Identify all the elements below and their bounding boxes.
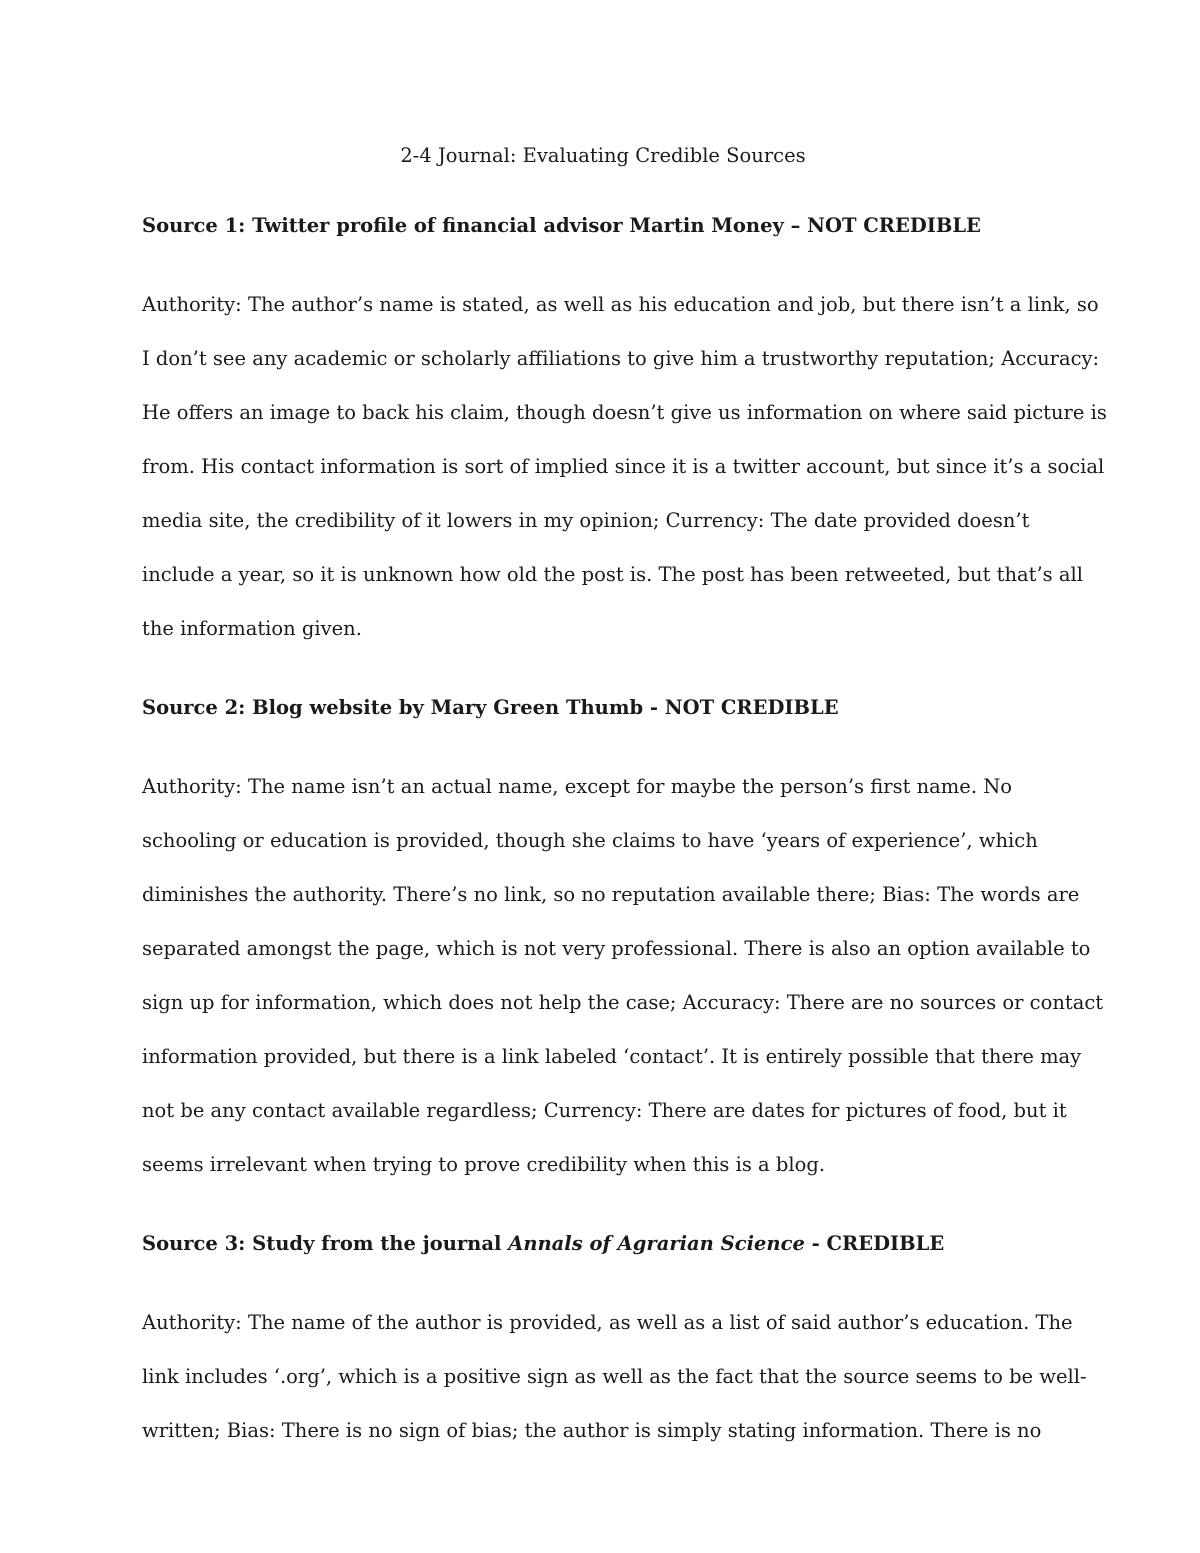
paragraph-line: schooling or education is provided, though she claims to have ‘years of experience’, which	[142, 829, 1038, 852]
source-1-heading: Source 1: Twitter profile of financial advisor Martin Money – NOT CREDIBLE	[142, 214, 981, 237]
paragraph-line: I don’t see any academic or scholarly affiliations to give him a trustworthy reputation; Accuracy:	[142, 347, 1100, 370]
source-3-heading-prefix: Source 3: Study from the journal	[142, 1232, 509, 1255]
paragraph-line: include a year, so it is unknown how old the post is. The post has been retweeted, but that’s all	[142, 563, 1083, 586]
source-3-heading	[142, 1226, 1064, 1262]
paragraph-line: separated amongst the page, which is not very professional. There is also an option available to	[142, 937, 1091, 960]
paragraph-line: diminishes the authority. There’s no link, so no reputation available there; Bias: The words are	[142, 883, 1080, 906]
paragraph-line: Authority: The name isn’t an actual name, except for maybe the person’s first name. No	[142, 775, 1013, 798]
paragraph-line: Authority: The author’s name is stated, as well as his education and job, but there isn’t a link, so	[142, 293, 1099, 316]
source-3-journal-title: Annals of Agrarian Science	[508, 1232, 805, 1255]
page-title: 2-4 Journal: Evaluating Credible Sources	[400, 144, 806, 167]
paragraph-line: the information given.	[142, 617, 362, 640]
paragraph-line: not be any contact available regardless; Currency: There are dates for pictures of food, but it	[142, 1099, 1067, 1122]
source-3-paragraph	[142, 1296, 1087, 1458]
paragraph-line: link includes ‘.org’, which is a positive sign as well as the fact that the source seems to be well-	[142, 1365, 1087, 1388]
source-2-paragraph	[142, 760, 1104, 1192]
paragraph-line: seems irrelevant when trying to prove credibility when this is a blog.	[142, 1153, 826, 1176]
paragraph-line: written; Bias: There is no sign of bias; the author is simply stating information. There is no	[142, 1419, 1042, 1442]
paragraph-line: from. His contact information is sort of implied since it is a twitter account, but since it’s a social	[142, 455, 1105, 478]
paragraph-line: information provided, but there is a link labeled ‘contact’. It is entirely possible that there may	[142, 1045, 1082, 1068]
source-1-paragraph	[142, 278, 1107, 656]
paragraph-line: He offers an image to back his claim, though doesn’t give us information on where said picture is	[142, 401, 1107, 424]
paragraph-line: Authority: The name of the author is provided, as well as a list of said author’s education. The	[142, 1311, 1073, 1334]
paragraph-line: sign up for information, which does not help the case; Accuracy: There are no sources or contact	[142, 991, 1104, 1014]
paragraph-line: media site, the credibility of it lowers in my opinion; Currency: The date provided doesn’t	[142, 509, 1030, 532]
document-body	[142, 138, 1107, 1492]
source-3-heading-suffix: - CREDIBLE	[804, 1232, 945, 1255]
source-2-heading: Source 2: Blog website by Mary Green Thumb - NOT CREDIBLE	[142, 696, 839, 719]
